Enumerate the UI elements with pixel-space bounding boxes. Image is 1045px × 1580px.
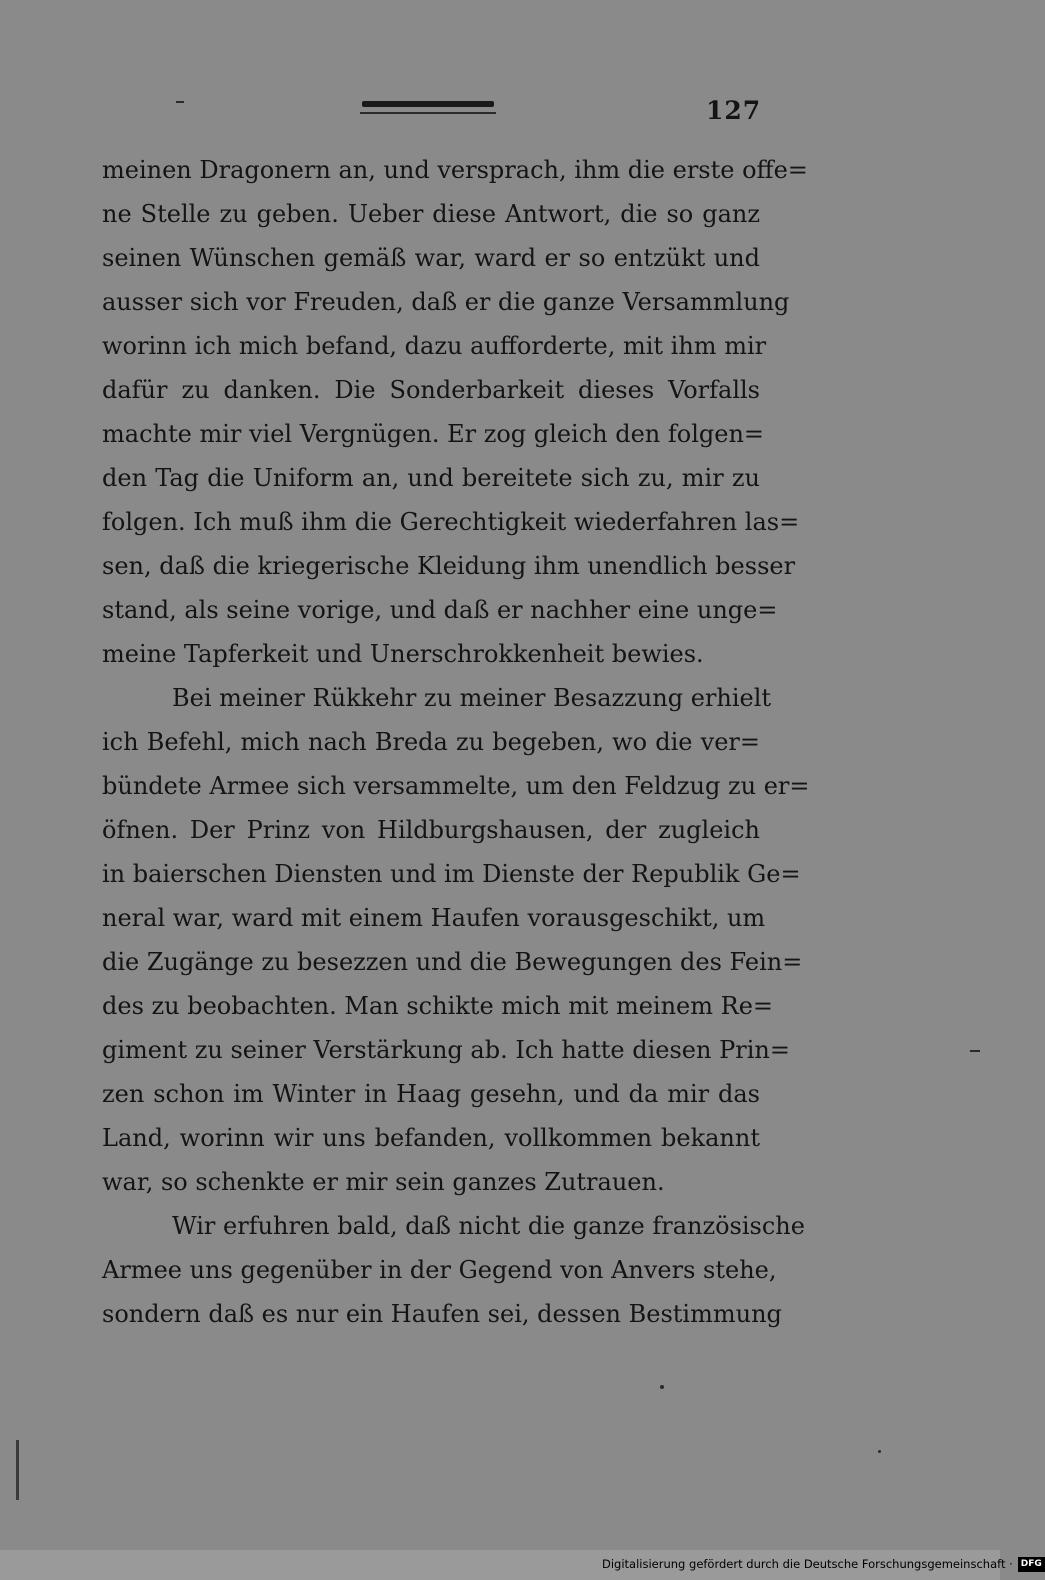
scan-speck bbox=[660, 1385, 664, 1389]
text-line: ich Befehl, mich nach Breda zu begeben, wo die ver= bbox=[102, 728, 760, 756]
scan-speck bbox=[878, 1450, 881, 1453]
scan-speck bbox=[970, 1050, 980, 1052]
text-line: Armee uns gegenüber in der Gegend von Anvers stehe, bbox=[102, 1256, 777, 1284]
text-line: in baierschen Diensten und im Dienste der Republik Ge= bbox=[102, 860, 801, 888]
scan-speck bbox=[176, 101, 184, 103]
text-line: meinen Dragonern an, und versprach, ihm die erste offe= bbox=[102, 156, 808, 184]
text-line: giment zu seiner Verstärkung ab. Ich hatte diesen Prin= bbox=[102, 1036, 790, 1064]
text-line: den Tag die Uniform an, und bereitete sich zu, mir zu bbox=[102, 464, 760, 492]
header-rule-underline bbox=[360, 112, 496, 114]
text-line: worinn ich mich befand, dazu aufforderte, mit ihm mir bbox=[102, 332, 767, 360]
text-line: die Zugänge zu besezzen und die Bewegungen des Fein= bbox=[102, 948, 803, 976]
text-line: bündete Armee sich versammelte, um den Feldzug zu er= bbox=[102, 772, 810, 800]
text-line: folgen. Ich muß ihm die Gerechtigkeit wiederfahren las= bbox=[102, 508, 800, 536]
text-line: Land, worinn wir uns befanden, vollkommen bekannt bbox=[102, 1124, 760, 1152]
footer bbox=[602, 1553, 1045, 1575]
page-number: 127 bbox=[706, 96, 762, 125]
text-line: öfnen. Der Prinz von Hildburgshausen, der zugleich bbox=[102, 816, 760, 844]
text-line: Wir erfuhren bald, daß nicht die ganze französische bbox=[172, 1212, 805, 1240]
text-line: war, so schenkte er mir sein ganzes Zutrauen. bbox=[102, 1168, 665, 1196]
text-line: sondern daß es nur ein Haufen sei, dessen Bestimmung bbox=[102, 1300, 782, 1328]
header-rule bbox=[362, 101, 494, 107]
text-line: ne Stelle zu geben. Ueber diese Antwort, die so ganz bbox=[102, 200, 760, 228]
text-line: dafür zu danken. Die Sonderbarkeit dieses Vorfalls bbox=[102, 376, 760, 404]
text-line: seinen Wünschen gemäß war, ward er so entzükt und bbox=[102, 244, 760, 272]
text-line: stand, als seine vorige, und daß er nachher eine unge= bbox=[102, 596, 778, 624]
text-line: machte mir viel Vergnügen. Er zog gleich den folgen= bbox=[102, 420, 765, 448]
body-text bbox=[102, 148, 810, 1336]
text-line: sen, daß die kriegerische Kleidung ihm unendlich besser bbox=[102, 552, 796, 580]
text-line: des zu beobachten. Man schikte mich mit meinem Re= bbox=[102, 992, 774, 1020]
footer-credit: Digitalisierung gefördert durch die Deutsche Forschungsgemeinschaft · bbox=[602, 1557, 1013, 1571]
text-line: neral war, ward mit einem Haufen vorausgeschikt, um bbox=[102, 904, 766, 932]
text-line: meine Tapferkeit und Unerschrokkenheit bewies. bbox=[102, 640, 704, 668]
dfg-logo: DFG bbox=[1018, 1557, 1045, 1572]
text-line: ausser sich vor Freuden, daß er die ganze Versammlung bbox=[102, 288, 790, 316]
text-line: zen schon im Winter in Haag gesehn, und da mir das bbox=[102, 1080, 760, 1108]
text-line: Bei meiner Rükkehr zu meiner Besazzung erhielt bbox=[172, 684, 772, 712]
scan-edge-mark bbox=[16, 1440, 19, 1500]
